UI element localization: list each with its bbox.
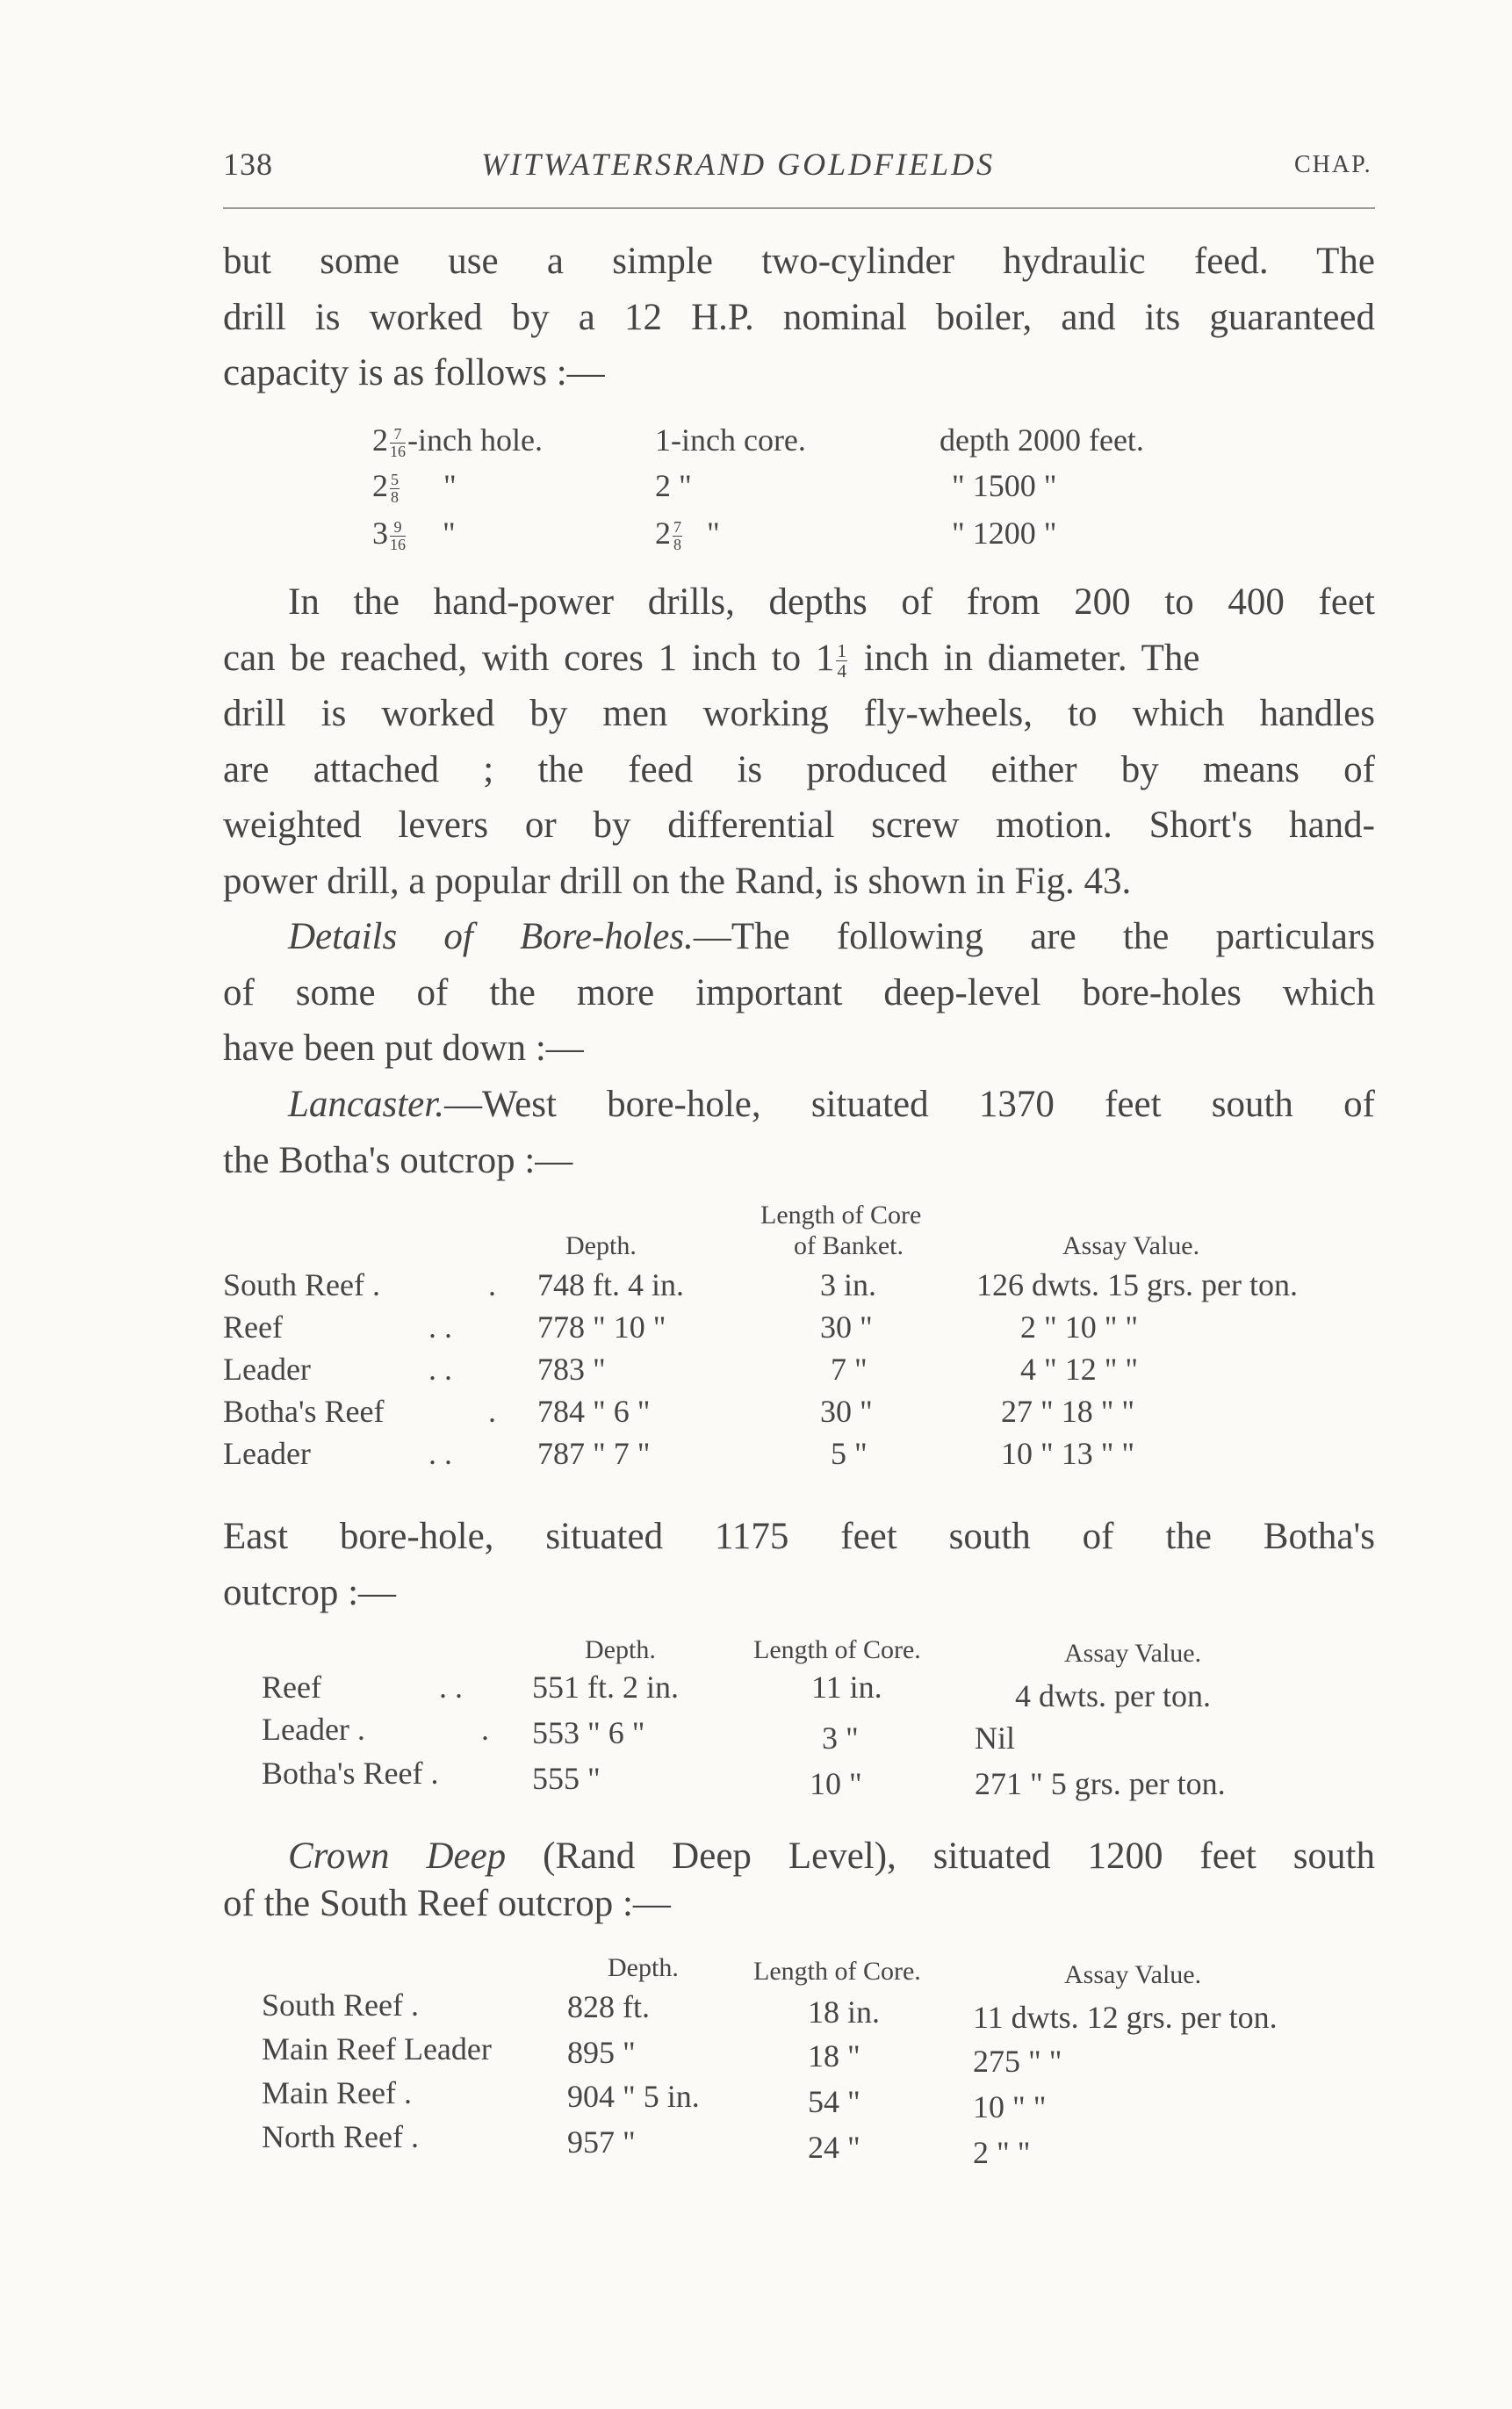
leader-dots: . bbox=[488, 1394, 496, 1429]
text-line: can be reached, with cores 1 inch to 1 $\frac{1}{4}$ inch in diameter. The bbox=[223, 637, 1200, 682]
capacity-hole: 3 $\frac{9}{16}$ " bbox=[372, 516, 456, 554]
depth-cell: 551 ft. 2 in. bbox=[532, 1670, 679, 1705]
column-header: Assay Value. bbox=[1064, 1639, 1202, 1668]
crown-deep-paragraph bbox=[223, 1828, 1375, 1931]
depth-cell: 778 " 10 " bbox=[537, 1309, 666, 1345]
core-cell: 54 " bbox=[808, 2084, 860, 2119]
assay-cell: Nil bbox=[975, 1720, 1016, 1756]
core-cell: 10 " bbox=[810, 1766, 862, 1801]
capacity-depth: depth 2000 feet. bbox=[940, 422, 1144, 458]
text-line: have been put down :— bbox=[223, 1028, 584, 1069]
text-line: outcrop :— bbox=[223, 1571, 397, 1613]
depth-cell: 748 ft. 4 in. bbox=[537, 1267, 684, 1302]
leader-dots: . . bbox=[428, 1352, 452, 1387]
capacity-core: 2 $\frac{7}{8}$ " bbox=[655, 516, 720, 554]
column-header: Depth. bbox=[585, 1635, 656, 1664]
core-cell: 24 " bbox=[808, 2130, 860, 2165]
leader-dots: . . bbox=[428, 1436, 452, 1471]
assay-cell: 10 " 13 " " bbox=[1001, 1436, 1135, 1471]
row-label: Reef bbox=[223, 1309, 283, 1345]
assay-cell: 275 " " bbox=[973, 2044, 1062, 2079]
core-cell: 30 " bbox=[820, 1394, 873, 1429]
text-line: of the South Reef outcrop :— bbox=[223, 1882, 671, 1924]
assay-cell: 2 " 10 " " bbox=[1020, 1309, 1139, 1345]
depth-cell: 828 ft. bbox=[567, 1989, 650, 2024]
row-label: North Reef . bbox=[262, 2119, 419, 2154]
text-line: are attached ; the feed is produced either by means of bbox=[223, 748, 1375, 790]
lancaster-paragraph bbox=[223, 1077, 1375, 1188]
capacity-core: 1-inch core. bbox=[655, 422, 806, 458]
row-label: Leader . bbox=[262, 1712, 365, 1747]
east-bore-hole-paragraph bbox=[223, 1509, 1375, 1620]
bore-holes-paragraph bbox=[223, 909, 1375, 1077]
text-line: weighted levers or by differential screw motion. Short's hand- bbox=[223, 804, 1375, 846]
assay-cell: 271 " 5 grs. per ton. bbox=[975, 1766, 1226, 1801]
assay-cell: 4 dwts. per ton. bbox=[1015, 1678, 1211, 1713]
text-line: capacity is as follows :— bbox=[223, 352, 605, 393]
assay-cell: 2 " " bbox=[973, 2135, 1031, 2170]
depth-cell: 957 " bbox=[567, 2124, 636, 2160]
capacity-hole: 2 $\frac{7}{16}$ -inch hole. bbox=[372, 422, 543, 461]
text-line: drill is worked by men working fly-wheels, to which handles bbox=[223, 693, 1375, 734]
leader-dots: . . bbox=[428, 1309, 452, 1345]
text-line: Lancaster.—West bore-hole, situated 1370 feet south of bbox=[288, 1084, 1375, 1125]
intro-paragraph bbox=[223, 234, 1375, 401]
row-label: Botha's Reef . bbox=[262, 1756, 439, 1791]
column-header: Length of Core. bbox=[753, 1635, 921, 1664]
capacity-depth: " 1500 " bbox=[952, 468, 1057, 503]
text-line: drill is worked by a 12 H.P. nominal boiler, and its guaranteed bbox=[223, 296, 1375, 338]
hand-power-paragraph bbox=[223, 574, 1375, 909]
core-cell: 18 " bbox=[808, 2038, 860, 2074]
depth-cell: 895 " bbox=[567, 2035, 636, 2070]
column-header: Assay Value. bbox=[1062, 1231, 1200, 1260]
running-title: WITWATERSRAND GOLDFIELDS bbox=[481, 147, 996, 182]
column-header: Assay Value. bbox=[1064, 1960, 1202, 1989]
row-label: Botha's Reef bbox=[223, 1394, 385, 1429]
column-header: Length of Core bbox=[760, 1201, 922, 1230]
section-heading: Crown Deep bbox=[288, 1836, 507, 1877]
row-label: Main Reef . bbox=[262, 2075, 412, 2110]
core-cell: 3 in. bbox=[820, 1267, 877, 1302]
depth-cell: 783 " bbox=[537, 1352, 606, 1387]
depth-cell: 553 " 6 " bbox=[532, 1715, 645, 1750]
capacity-depth: " 1200 " bbox=[952, 516, 1057, 551]
page-number: 138 bbox=[223, 147, 273, 182]
column-header: of Banket. bbox=[794, 1231, 904, 1260]
capacity-core: 2 " bbox=[655, 468, 692, 503]
text-line: Crown Deep (Rand Deep Level), situated 1200 feet south bbox=[288, 1836, 1375, 1877]
leader-dots: . bbox=[481, 1712, 489, 1747]
capacity-hole: 2 $\frac{5}{8}$ " bbox=[372, 468, 457, 507]
core-cell: 5 " bbox=[831, 1436, 868, 1471]
section-heading: Details of Bore-holes. bbox=[288, 916, 694, 957]
assay-cell: 10 " " bbox=[973, 2089, 1047, 2124]
core-cell: 3 " bbox=[822, 1720, 859, 1756]
text-line: power drill, a popular drill on the Rand, is shown in Fig. 43. bbox=[223, 860, 1132, 902]
chapter-label: CHAP. bbox=[1294, 151, 1372, 178]
column-header: Depth. bbox=[608, 1953, 679, 1982]
row-label: Leader bbox=[223, 1436, 311, 1471]
text-line: but some use a simple two-cylinder hydraulic feed. The bbox=[223, 241, 1375, 282]
text-line: of some of the more important deep-level bore-holes which bbox=[223, 971, 1375, 1013]
row-label: Reef bbox=[262, 1670, 321, 1705]
row-label: Main Reef Leader bbox=[262, 2031, 492, 2066]
leader-dots: . . bbox=[439, 1670, 463, 1705]
column-header: Depth. bbox=[565, 1231, 637, 1260]
text-line: Details of Bore-holes.—The following are the particulars bbox=[288, 916, 1375, 957]
assay-cell: 11 dwts. 12 grs. per ton. bbox=[973, 2000, 1278, 2035]
header-rule bbox=[223, 207, 1375, 209]
core-cell: 11 in. bbox=[811, 1670, 882, 1705]
assay-cell: 4 " 12 " " bbox=[1020, 1352, 1139, 1387]
assay-cell: 27 " 18 " " bbox=[1001, 1394, 1135, 1429]
depth-cell: 904 " 5 in. bbox=[567, 2079, 700, 2114]
text-line: East bore-hole, situated 1175 feet south of the Botha's bbox=[223, 1516, 1375, 1557]
core-cell: 30 " bbox=[820, 1309, 873, 1345]
assay-cell: 126 dwts. 15 grs. per ton. bbox=[976, 1267, 1298, 1302]
core-cell: 7 " bbox=[831, 1352, 868, 1387]
section-heading: Lancaster. bbox=[288, 1084, 444, 1125]
depth-cell: 555 " bbox=[532, 1761, 601, 1796]
core-cell: 18 in. bbox=[808, 1994, 881, 2030]
row-label: Leader bbox=[223, 1352, 311, 1387]
row-label: South Reef . bbox=[223, 1267, 380, 1302]
row-label: South Reef . bbox=[262, 1987, 419, 2023]
depth-cell: 784 " 6 " bbox=[537, 1394, 651, 1429]
depth-cell: 787 " 7 " bbox=[537, 1436, 651, 1471]
leader-dots: . bbox=[488, 1267, 496, 1302]
text-line: the Botha's outcrop :— bbox=[223, 1139, 573, 1181]
column-header: Length of Core. bbox=[753, 1957, 921, 1986]
text-line: In the hand-power drills, depths of from 200 to 400 feet bbox=[288, 581, 1375, 623]
